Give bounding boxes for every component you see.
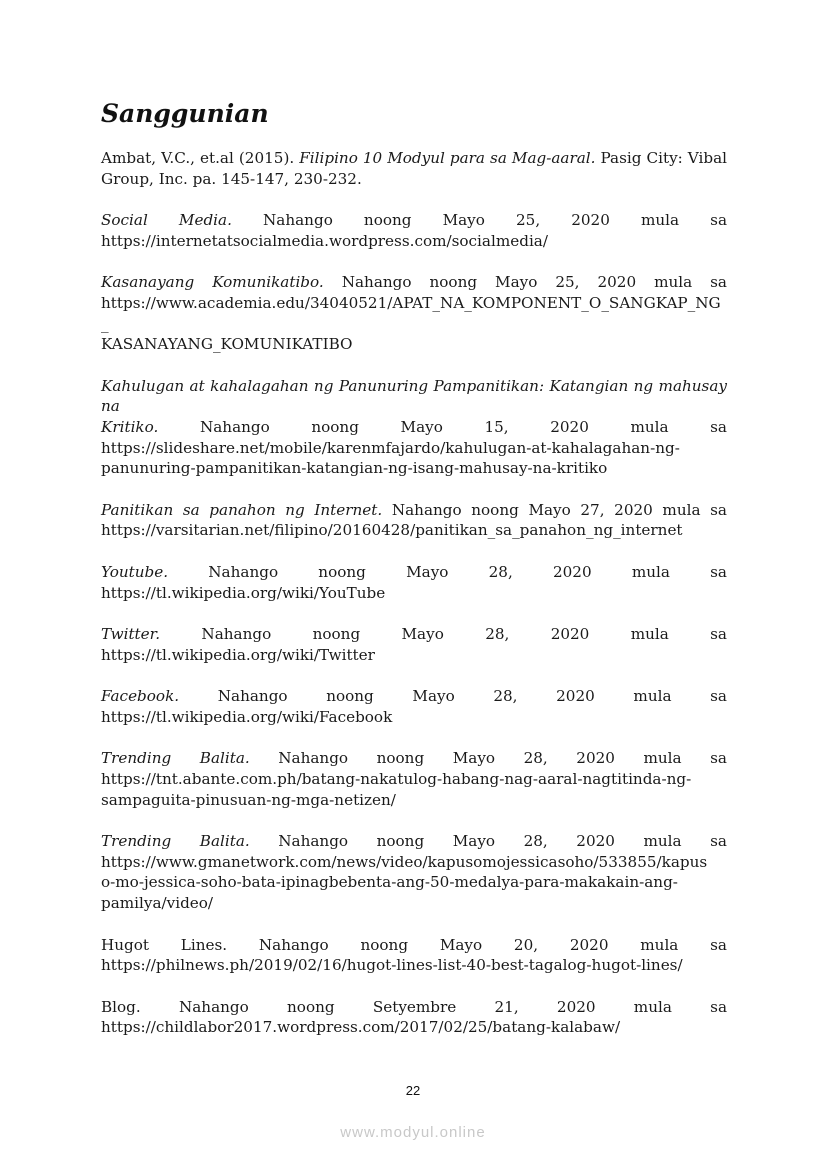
page-number: 22 (405, 1083, 421, 1098)
reference-line (101, 748, 727, 769)
reference-line (101, 500, 727, 521)
reference-text: Blog. Nahango noong Setyembre 21, 2020 mula sa (101, 997, 727, 1016)
reference-line (101, 520, 727, 541)
reference-line (101, 645, 727, 666)
reference-line (101, 210, 727, 231)
reference-entry (101, 686, 727, 727)
reference-line (101, 831, 727, 852)
reference-text: Pasig City: Vibal (595, 149, 727, 167)
reference-title: Kritiko. (101, 417, 159, 436)
reference-line (101, 231, 727, 252)
reference-line (101, 583, 727, 604)
reference-text: Nahango noong Mayo 15, 2020 mula sa (158, 417, 727, 436)
reference-line (101, 852, 727, 873)
reference-text: panunuring-pampanitikan-katangian-ng-isang-mahusay-na-kritiko (101, 459, 608, 478)
reference-line (101, 562, 727, 583)
reference-text: KASANAYANG_KOMUNIKATIBO (101, 335, 353, 354)
reference-text: https://www.gmanetwork.com/news/video/kapusomojessicasoho/533855/kapus (101, 852, 708, 871)
reference-text: https://varsitarian.net/filipino/20160428/panitikan_sa_panahon_ng_internet (101, 521, 683, 540)
reference-line (101, 376, 727, 417)
reference-text: https://tl.wikipedia.org/wiki/Facebook (101, 707, 393, 726)
reference-text: https://philnews.ph/2019/02/16/hugot-lines-list-40-best-tagalog-hugot-lines/ (101, 956, 683, 975)
reference-text: https://tnt.abante.com.ph/batang-nakatulog-habang-nag-aaral-nagtitinda-ng- (101, 770, 692, 789)
reference-line (101, 955, 727, 976)
reference-line (101, 417, 727, 438)
reference-text: sampaguita-pinusuan-ng-mga-netizen/ (101, 790, 396, 809)
reference-text: Nahango noong Mayo 28, 2020 mula sa (160, 625, 727, 644)
reference-line (101, 997, 727, 1018)
reference-line (101, 624, 727, 645)
reference-entry (101, 148, 727, 189)
reference-entry (101, 831, 727, 913)
reference-text: Ambat, V.C., et.al (2015). (101, 149, 300, 167)
reference-title: Trending Balita. (101, 749, 250, 768)
reference-line (101, 790, 727, 811)
reference-line (101, 1017, 727, 1038)
reference-line (101, 686, 727, 707)
reference-line (101, 893, 727, 914)
reference-line (101, 458, 727, 479)
reference-entry (101, 997, 727, 1038)
reference-text: Nahango noong Mayo 28, 2020 mula sa (179, 687, 727, 706)
reference-title: Kasanayang Komunikatibo. (101, 273, 324, 292)
page-title: Sanggunian (101, 99, 269, 128)
reference-text: Nahango noong Mayo 25, 2020 mula sa (231, 211, 727, 230)
reference-entry (101, 376, 727, 479)
reference-entry (101, 562, 727, 603)
reference-text: Nahango noong Mayo 28, 2020 mula sa (249, 832, 727, 851)
reference-line (101, 438, 727, 459)
reference-text: Group, Inc. pa. 145-147, 230-232. (101, 169, 362, 188)
reference-line (101, 334, 727, 355)
reference-entry (101, 272, 727, 354)
reference-title: Kahulugan at kahalagahan ng Panunuring Pampanitikan: Katangian ng mahusay na (101, 376, 727, 416)
reference-text: https://www.academia.edu/34040521/APAT_NA_KOMPONENT_O_SANGKAP_NG_ (101, 293, 721, 333)
reference-line (101, 935, 727, 956)
reference-title: Social Media. (101, 211, 232, 230)
reference-entry (101, 210, 727, 251)
reference-text: Nahango noong Mayo 28, 2020 mula sa (168, 562, 727, 581)
reference-title: Filipino 10 Modyul para sa Mag-aaral. (299, 149, 596, 167)
reference-line (101, 872, 727, 893)
reference-text: Nahango noong Mayo 25, 2020 mula sa (323, 273, 727, 292)
reference-title: Trending Balita. (101, 832, 250, 851)
reference-line (101, 272, 727, 293)
reference-text: https://tl.wikipedia.org/wiki/YouTube (101, 583, 386, 602)
reference-title: Twitter. (101, 625, 161, 644)
reference-entry (101, 748, 727, 810)
reference-line (101, 293, 727, 334)
reference-list (101, 148, 727, 1059)
reference-text: Nahango noong Mayo 27, 2020 mula sa (382, 500, 727, 519)
reference-line (101, 707, 727, 728)
reference-title: Youtube. (101, 562, 169, 581)
watermark: www.modyul.online (340, 1124, 486, 1141)
reference-text: o-mo-jessica-soho-bata-ipinagbebenta-ang-50-medalya-para-makakain-ang- (101, 873, 678, 892)
reference-line (101, 148, 727, 169)
reference-title: Panitikan sa panahon ng Internet. (101, 500, 383, 519)
reference-title: Facebook. (101, 687, 180, 706)
reference-line (101, 769, 727, 790)
reference-entry (101, 500, 727, 541)
reference-text: pamilya/video/ (101, 894, 214, 913)
reference-text: https://internetatsocialmedia.wordpress.com/socialmedia/ (101, 231, 548, 250)
reference-entry (101, 624, 727, 665)
reference-text: https://slideshare.net/mobile/karenmfajardo/kahulugan-at-kahalagahan-ng- (101, 438, 680, 457)
reference-text: https://childlabor2017.wordpress.com/2017/02/25/batang-kalabaw/ (101, 1018, 621, 1037)
reference-line (101, 169, 727, 190)
reference-text: Nahango noong Mayo 28, 2020 mula sa (249, 749, 727, 768)
reference-text: Hugot Lines. Nahango noong Mayo 20, 2020 mula sa (101, 935, 727, 954)
reference-text: https://tl.wikipedia.org/wiki/Twitter (101, 645, 375, 664)
reference-entry (101, 935, 727, 976)
